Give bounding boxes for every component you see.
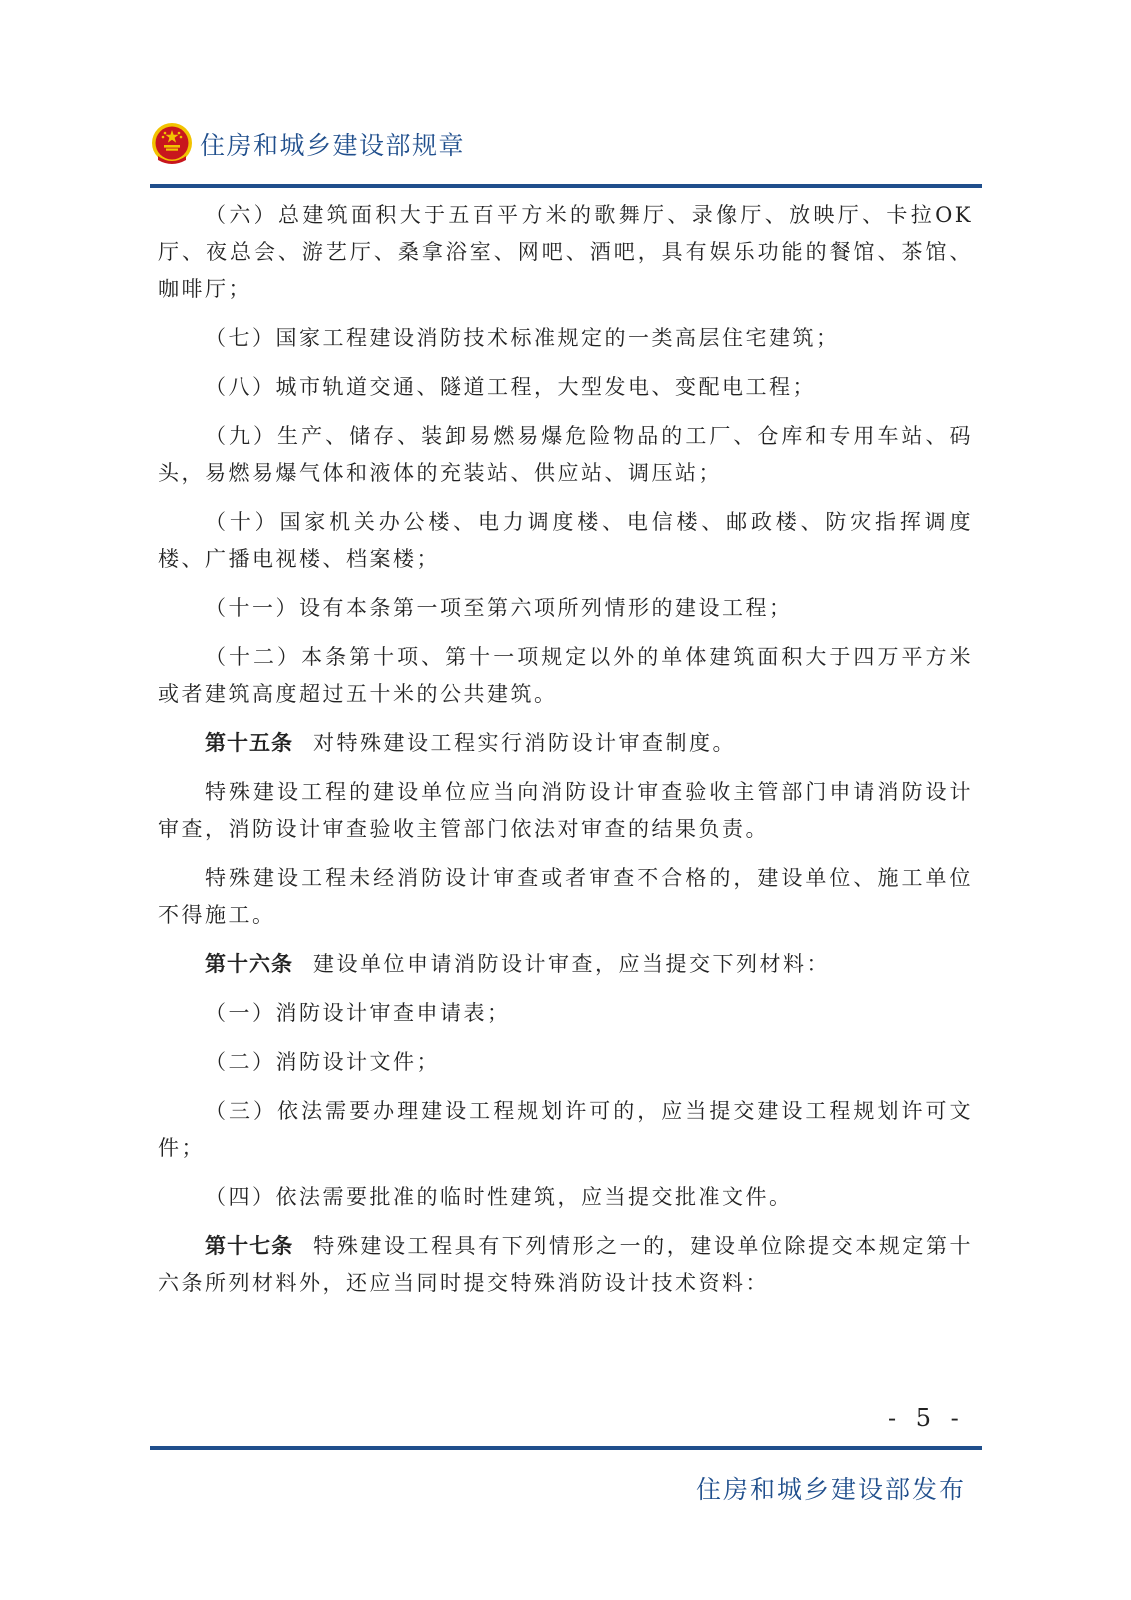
- paragraph-text: （九）生产、储存、装卸易燃易爆危险物品的工厂、仓库和专用车站、码头，易燃易爆气体和液体的充装站、供应站、调压站；: [158, 424, 973, 485]
- paragraph: [158, 995, 973, 1032]
- paragraph: [158, 369, 973, 406]
- paragraph: [158, 590, 973, 627]
- paragraph-text: 建设单位申请消防设计审查，应当提交下列材料：: [313, 952, 830, 976]
- paragraph: [158, 197, 973, 308]
- paragraph: [158, 1093, 973, 1167]
- paragraph: [158, 1179, 973, 1216]
- paragraph-text: （十二）本条第十项、第十一项规定以外的单体建筑面积大于四万平方米或者建筑高度超过五十米的公共建筑。: [158, 645, 973, 706]
- paragraph-text: （四）依法需要批准的临时性建筑，应当提交批准文件。: [205, 1185, 793, 1209]
- article-paragraph: [158, 946, 973, 983]
- article-label: 第十五条: [205, 731, 293, 755]
- paragraph: [158, 1044, 973, 1081]
- article-label: 第十七条: [205, 1234, 294, 1258]
- page-header: [150, 122, 982, 166]
- page-number: - 5 -: [888, 1404, 965, 1432]
- paragraph: [158, 504, 973, 578]
- paragraph-text: （一）消防设计审查申请表；: [205, 1001, 511, 1025]
- paragraph-text: （三）依法需要办理建设工程规划许可的，应当提交建设工程规划许可文件；: [158, 1099, 973, 1160]
- paragraph-text: （七）国家工程建设消防技术标准规定的一类高层住宅建筑；: [205, 326, 840, 350]
- header-divider: [150, 184, 982, 188]
- paragraph-text: （六）总建筑面积大于五百平方米的歌舞厅、录像厅、放映厅、卡拉OK厅、夜总会、游艺厅、桑拿浴室、网吧、酒吧，具有娱乐功能的餐馆、茶馆、咖啡厅；: [158, 203, 973, 301]
- paragraph: [158, 320, 973, 357]
- paragraph-text: （十）国家机关办公楼、电力调度楼、电信楼、邮政楼、防灾指挥调度楼、广播电视楼、档案楼；: [158, 510, 973, 571]
- article-paragraph: [158, 1228, 973, 1302]
- paragraph-text: 特殊建设工程的建设单位应当向消防设计审查验收主管部门申请消防设计审查，消防设计审查验收主管部门依法对审查的结果负责。: [158, 780, 973, 841]
- article-paragraph: [158, 725, 973, 762]
- paragraph: [158, 774, 973, 848]
- footer-title: 住房和城乡建设部发布: [696, 1475, 967, 1504]
- article-label: 第十六条: [205, 952, 293, 976]
- paragraph-text: （十一）设有本条第一项至第六项所列情形的建设工程；: [205, 596, 793, 620]
- paragraph-text: （二）消防设计文件；: [205, 1050, 440, 1074]
- paragraph: [158, 639, 973, 713]
- document-body: [158, 197, 973, 1314]
- national-emblem-icon: [150, 122, 194, 166]
- paragraph-text: 特殊建设工程具有下列情形之一的，建设单位除提交本规定第十六条所列材料外，还应当同时提交特殊消防设计技术资料：: [158, 1234, 974, 1295]
- paragraph: [158, 418, 973, 492]
- paragraph-text: 对特殊建设工程实行消防设计审查制度。: [313, 731, 736, 755]
- paragraph: [158, 860, 973, 934]
- paragraph-text: 特殊建设工程未经消防设计审查或者审查不合格的，建设单位、施工单位不得施工。: [158, 866, 973, 927]
- header-title: 住房和城乡建设部规章: [200, 131, 466, 160]
- footer-divider: [150, 1446, 982, 1450]
- paragraph-text: （八）城市轨道交通、隧道工程，大型发电、变配电工程；: [205, 375, 816, 399]
